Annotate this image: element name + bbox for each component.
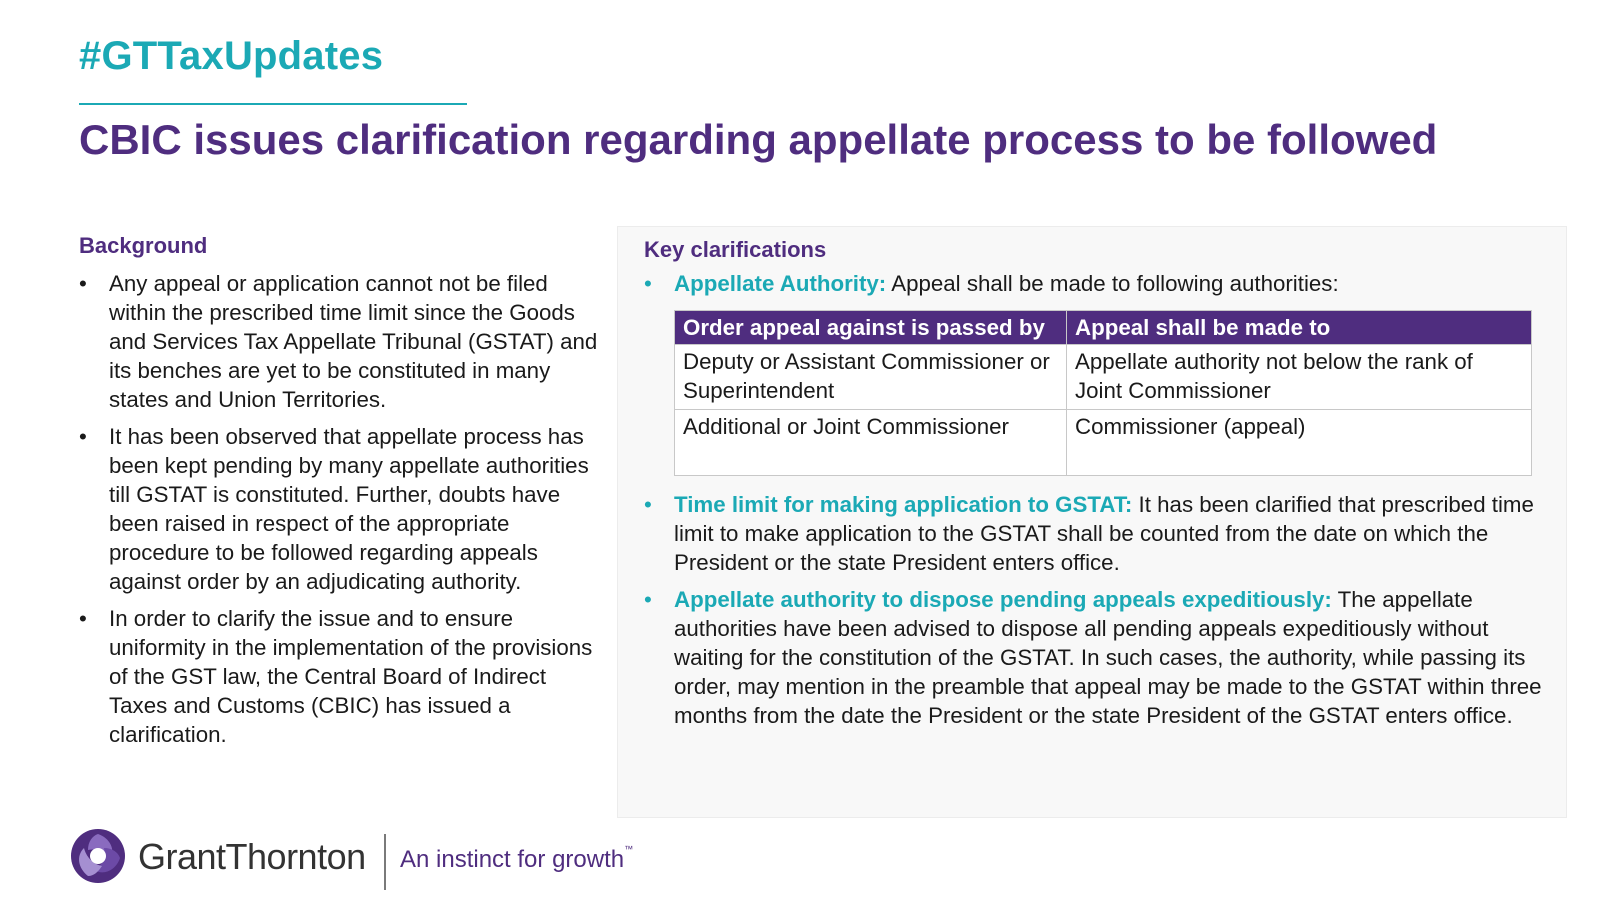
background-list xyxy=(79,269,599,749)
background-item-text: In order to clarify the issue and to ensure uniformity in the implementation of the provisions of the GST law, the Central Board of Indirect Taxes and Customs (CBIC) has issued a clarification. xyxy=(109,606,593,747)
table-row xyxy=(675,345,1532,410)
bullet-dot: • xyxy=(79,271,87,296)
trademark-mark: ™ xyxy=(624,844,634,854)
bullet-dot: • xyxy=(644,587,652,612)
page-title: CBIC issues clarification regarding appellate process to be followed xyxy=(79,116,1438,163)
clarification-lead: Appellate Authority: xyxy=(674,271,887,296)
bullet-dot: • xyxy=(644,271,652,296)
table-header-row xyxy=(675,311,1532,345)
clarification-lead: Time limit for making application to GSTAT: xyxy=(674,492,1133,517)
background-item-text: It has been observed that appellate process has been kept pending by many appellate authorities till GSTAT is constituted. Further, doubts have been raised in respect of the appropriate procedure to be followed regarding appeals against order by an adjudicating authority. xyxy=(109,424,589,594)
footer-divider xyxy=(384,834,386,890)
hashtag-underline xyxy=(79,103,467,105)
hashtag: #GTTaxUpdates xyxy=(79,34,384,78)
grant-thornton-logo-icon xyxy=(70,828,126,884)
background-item xyxy=(79,269,599,414)
key-clarifications-list xyxy=(644,269,1544,298)
table-row xyxy=(675,410,1532,476)
appeal-authority-table xyxy=(674,310,1532,476)
background-heading: Background xyxy=(79,233,208,258)
table-cell: Commissioner (appeal) xyxy=(1067,410,1532,476)
bullet-dot: • xyxy=(644,492,652,517)
table-header-cell: Order appeal against is passed by xyxy=(675,311,1067,345)
bullet-dot: • xyxy=(79,606,87,631)
background-item-text: Any appeal or application cannot not be filed within the prescribed time limit since the Goods and Services Tax Appellate Tribunal (GSTAT) and its benches are yet to be constituted in many states and Union Territories. xyxy=(109,271,598,412)
table-cell: Appellate authority not below the rank of Joint Commissioner xyxy=(1067,345,1532,410)
background-item xyxy=(79,604,599,749)
key-clarifications-content xyxy=(644,237,1544,730)
background-section xyxy=(79,233,599,757)
key-clarifications-panel xyxy=(617,226,1567,818)
clarification-text: Appeal shall be made to following authorities: xyxy=(886,271,1339,296)
clarification-item xyxy=(644,490,1544,577)
key-clarifications-list-continued xyxy=(644,490,1544,730)
tagline-text: An instinct for growth xyxy=(400,846,625,873)
bullet-dot: • xyxy=(79,424,87,449)
clarification-lead: Appellate authority to dispose pending appeals expeditiously: xyxy=(674,587,1332,612)
tagline xyxy=(400,846,633,874)
clarification-text: It has been clarified that prescribed time limit to make application to the GSTAT shall be counted from the date on which the President or the state President enters office. xyxy=(674,492,1534,575)
background-item xyxy=(79,422,599,596)
clarification-text: The appellate authorities have been advised to dispose all pending appeals expeditiously without waiting for the constitution of the GSTAT. In such cases, the authority, while passing its order, may mention in the preamble that appeal may be made to the GSTAT within three months from the date the President or the state President of the GSTAT enters office. xyxy=(674,587,1542,728)
key-clarifications-heading: Key clarifications xyxy=(644,237,827,262)
table-header-cell: Appeal shall be made to xyxy=(1067,311,1532,345)
clarification-item xyxy=(644,269,1544,298)
table-cell: Additional or Joint Commissioner xyxy=(675,410,1067,476)
brand-name: GrantThornton xyxy=(138,836,366,877)
clarification-item xyxy=(644,585,1544,730)
table-cell: Deputy or Assistant Commissioner or Superintendent xyxy=(675,345,1067,410)
